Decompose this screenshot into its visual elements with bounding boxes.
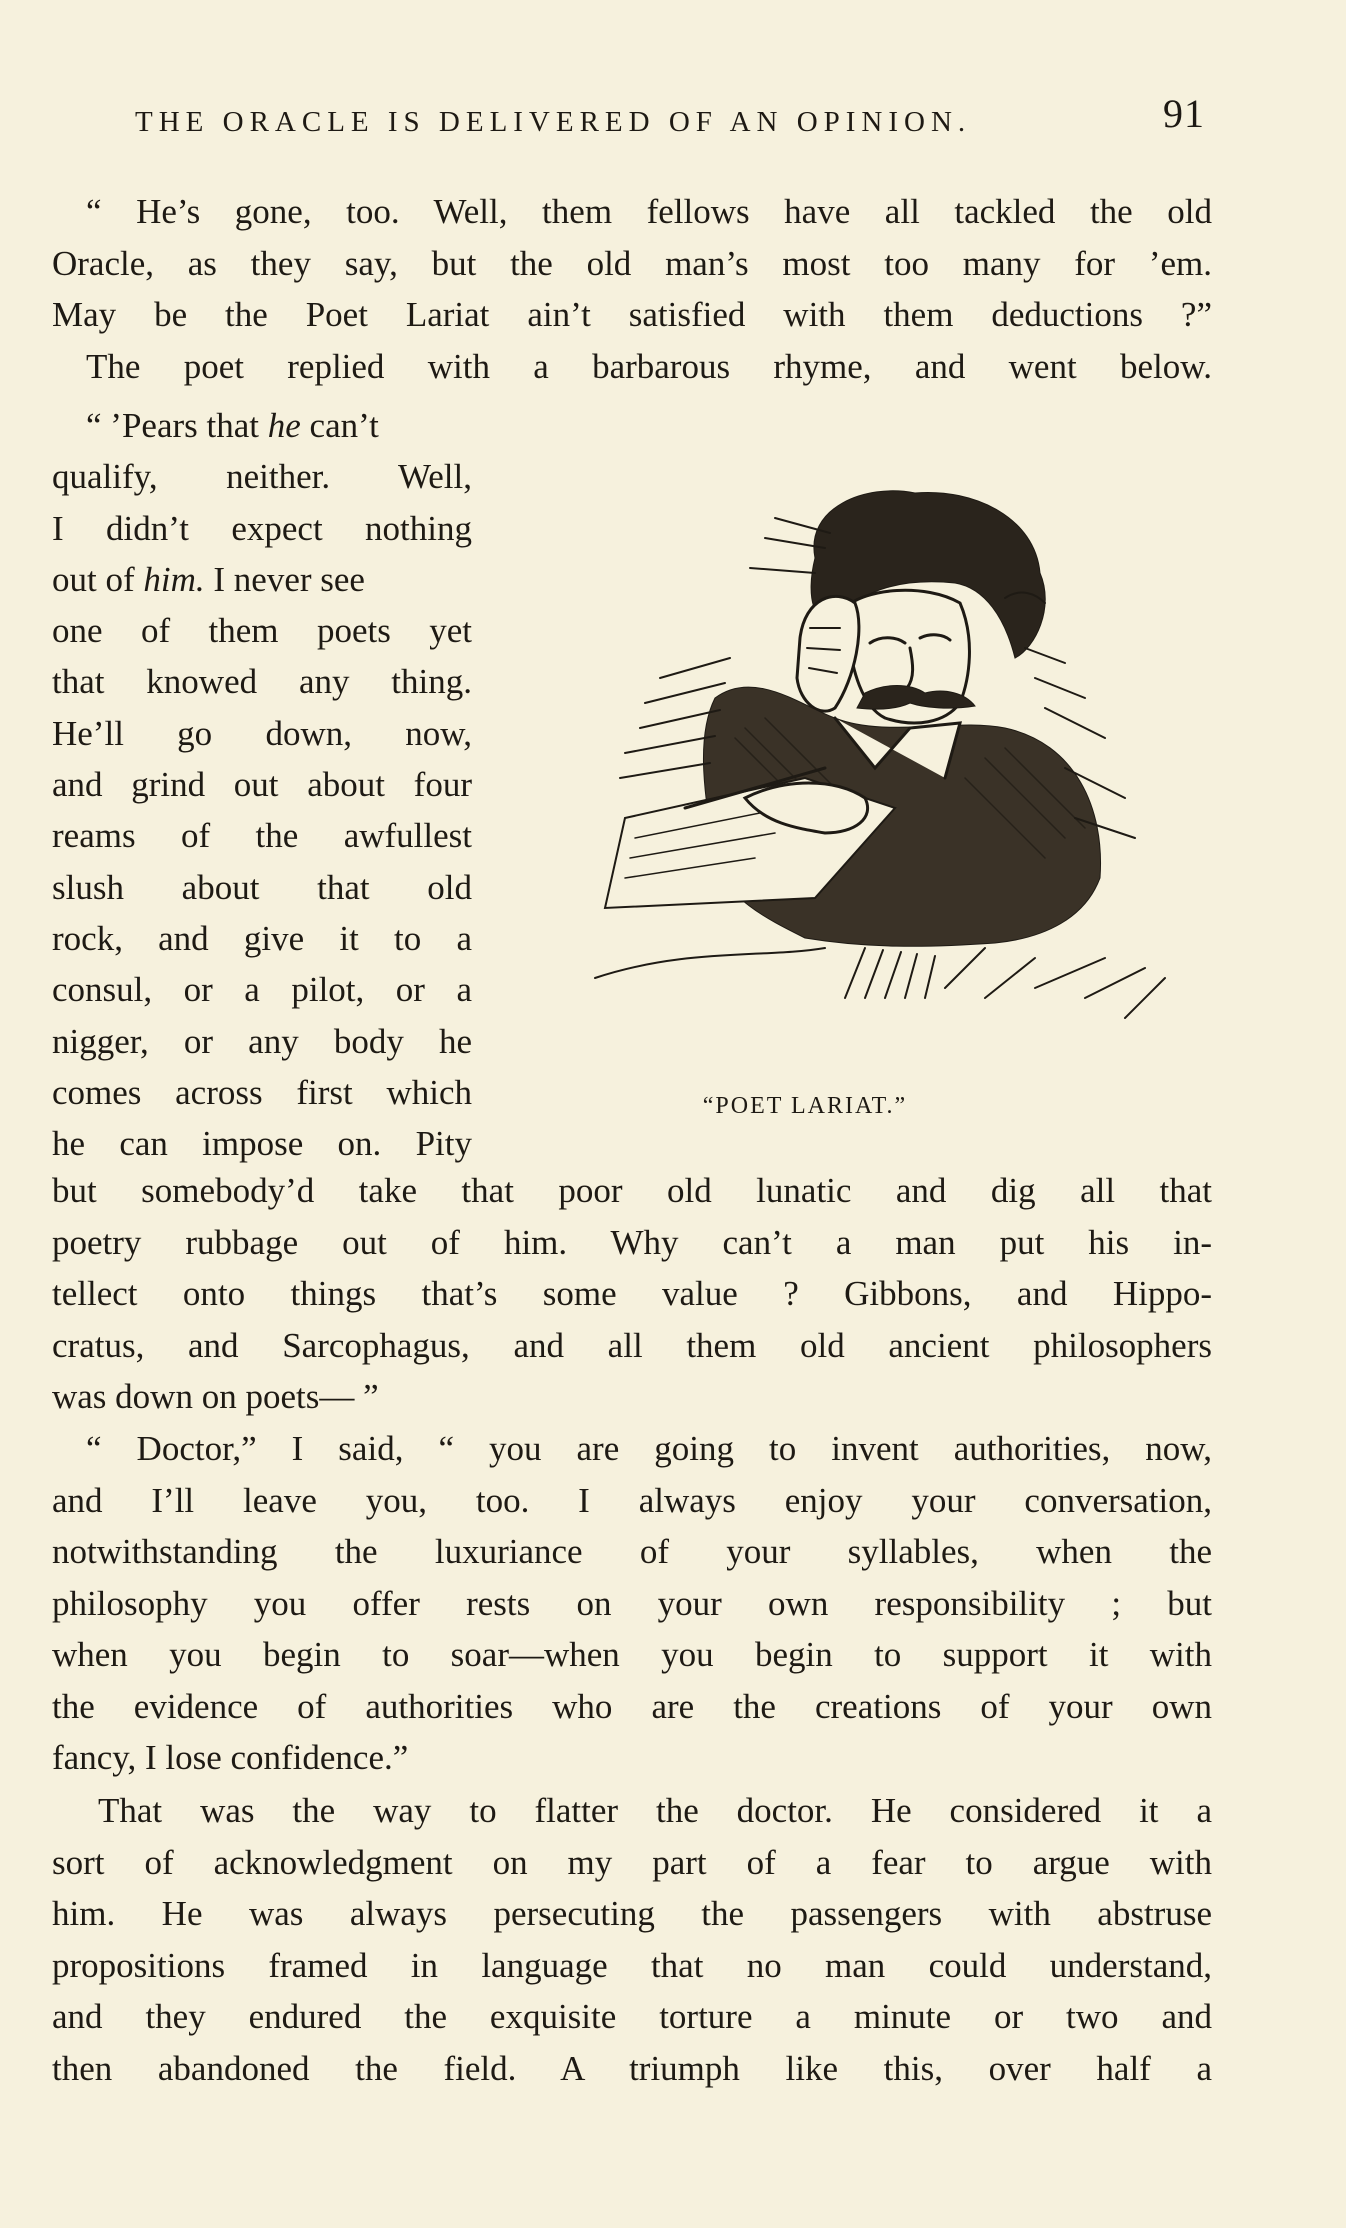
text-line: “ ’Pears that he can’t [86, 406, 379, 445]
text-line: May be the Poet Lariat ain’t satisfied with them deductions ?” [52, 295, 1212, 334]
text-line: I didn’t expect nothing [52, 508, 472, 548]
text-line: when you begin to soar—when you begin to support it with [52, 1635, 1212, 1674]
text-line: cratus, and Sarcophagus, and all them old ancient philosophers [52, 1325, 1212, 1365]
running-header [135, 91, 1205, 142]
text-line: was down on poets— ” [52, 1377, 379, 1416]
text-line: out of him. I never see [52, 559, 365, 599]
text-line: He’ll go down, now, [52, 713, 472, 753]
text-line: sort of acknowledgment on my part of a fear to argue with [52, 1842, 1212, 1882]
illustration-caption: “POET LARIAT.” [702, 1093, 908, 1119]
text-line: but somebody’d take that poor old lunatic and dig all that [52, 1171, 1212, 1210]
text-line: qualify, neither. Well, [52, 457, 472, 497]
text-line: Oracle, as they say, but the old man’s most too many for ’em. [52, 243, 1212, 283]
text-line: fancy, I lose confidence.” [52, 1738, 409, 1777]
text-line: propositions framed in language that no man could understand, [52, 1945, 1212, 1985]
text-line: notwithstanding the luxuriance of your syllables, when the [52, 1532, 1212, 1571]
poet-portrait-icon [565, 478, 1185, 1078]
text-line: rock, and give it to a [52, 918, 472, 958]
text-line: he can impose on. Pity [52, 1124, 472, 1164]
text-line: tellect onto things that’s some value ? Gibbons, and Hippo- [52, 1274, 1212, 1313]
text-line: The poet replied with a barbarous rhyme, and went below. [86, 346, 1212, 386]
text-line: consul, or a pilot, or a [52, 970, 472, 1010]
wrapped-text-column [52, 400, 472, 1169]
text-line: him. He was always persecuting the passengers with abstruse [52, 1894, 1212, 1933]
text-line: “ He’s gone, too. Well, them fellows have all tackled the old [86, 192, 1212, 231]
text-line: comes across first which [52, 1072, 472, 1112]
text-line: slush about that old [52, 867, 472, 907]
text-line: the evidence of authorities who are the creations of your own [52, 1686, 1212, 1726]
running-title: THE ORACLE IS DELIVERED OF AN OPINION. [135, 106, 972, 138]
italic-he: he [267, 406, 301, 445]
page-number: 91 [1163, 91, 1205, 136]
body-paragraph-2 [52, 1423, 1212, 1784]
text-line: and grind out about four [52, 765, 472, 805]
text-line: and they endured the exquisite torture a minute or two and [52, 1997, 1212, 2036]
body-paragraph-3 [52, 1785, 1212, 2094]
text-line: then abandoned the field. A triumph like this, over half a [52, 2048, 1212, 2088]
text-line: philosophy you offer rests on your own responsibility ; but [52, 1583, 1212, 1623]
text-line: “ Doctor,” I said, “ you are going to invent authorities, now, [86, 1429, 1212, 1468]
text-line: that knowed any thing. [52, 662, 472, 702]
text-line: reams of the awfullest [52, 816, 472, 856]
italic-him: him. [143, 559, 205, 599]
text-line: That was the way to flatter the doctor. He considered it a [98, 1791, 1212, 1830]
text-line: nigger, or any body he [52, 1021, 472, 1061]
text-line: and I’ll leave you, too. I always enjoy your conversation, [52, 1480, 1212, 1520]
text-line: poetry rubbage out of him. Why can’t a man put his in- [52, 1222, 1212, 1262]
text-line: one of them poets yet [52, 611, 472, 651]
body-paragraph-1 [52, 1165, 1212, 1423]
intro-paragraph [52, 186, 1212, 392]
